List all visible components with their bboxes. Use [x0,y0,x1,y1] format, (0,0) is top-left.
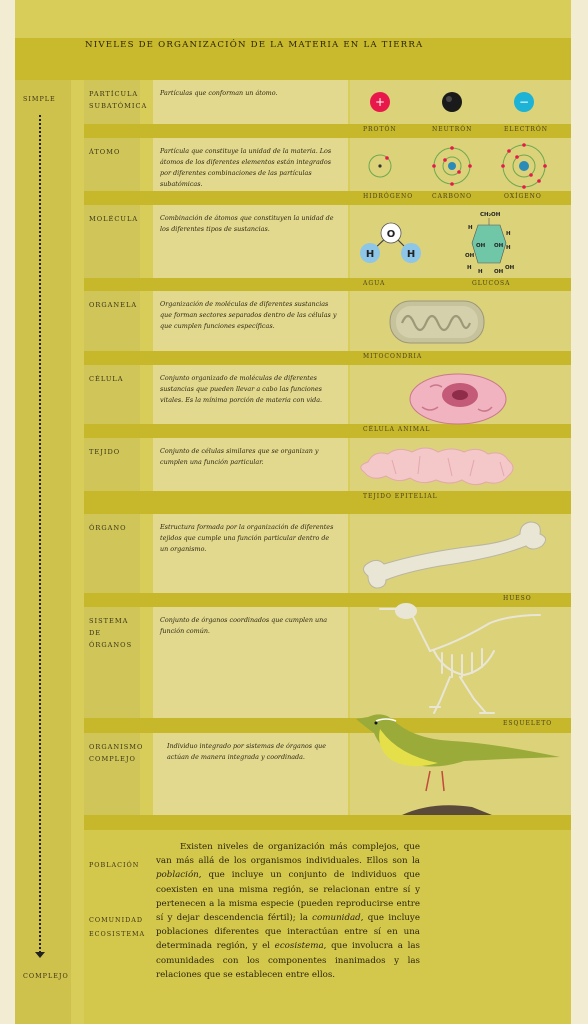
page-header [15,38,571,80]
svg-text:H: H [467,265,472,271]
svg-text:H: H [478,269,483,275]
band [84,191,571,205]
label-poblacion: POBLACIÓN [89,861,140,869]
mitochondria-icon [350,291,571,351]
animal-cell-icon [350,365,571,424]
label-proton: PROTÓN [363,126,397,133]
epithelial-tissue-icon [350,438,571,491]
svg-text:O: O [386,229,396,240]
atoms-illustration [350,138,571,191]
svg-text:CH₂OH: CH₂OH [480,212,501,218]
svg-text:OH: OH [505,265,515,271]
label-glucosa: GLUCOSA [472,280,511,287]
svg-text:H: H [468,225,473,231]
band [84,815,571,830]
scale-column [15,80,71,1024]
level-description: Combinación de átomos que constituyen la unidad de los diferentes tipos de sustancias. [160,214,334,233]
label-oxigeno: OXÍGENO [504,193,542,200]
svg-text:OH: OH [494,269,504,275]
scale-arrow-head-icon [35,952,45,958]
hydrogen-atom-icon [369,155,391,177]
band [84,593,571,607]
label-hidrogeno: HIDRÓGENO [363,193,414,200]
electron-symbol: − [518,95,530,109]
label-carbono: CARBONO [432,193,473,200]
water-molecule-icon [360,223,421,263]
glucose-molecule-icon [465,212,515,275]
label-ecosistema: ECOSISTEMA [89,930,146,938]
higher-levels-section [84,830,571,1024]
label-esqueleto: ESQUELETO [503,720,553,727]
scale-arrow-line [39,115,41,953]
level-description: Organización de moléculas de diferentes sustancias que forman sectores separados dentro de las células y que cumplen funciones específicas. [160,300,337,330]
level-description: Partículas que conforman un átomo. [160,89,278,97]
level-description: Conjunto de células similares que se organizan y cumplen una función particular. [160,447,319,466]
higher-levels-paragraph: Existen niveles de organización más complejos, que van más allá de los organismos individuales. Ellos son la población, que incluye un conjunto de individuos que coexisten en una misma región, se relacionan entre sí y pertenecen a la misma especie (pueden reproducirse entre sí y dejar descendencia fértil); la comunidad, que incluye poblaciones diferentes que interactúan entre sí en una determinada región, y el ecosistema, que involucra a las comunidades con los componentes inanimados y las relaciones que se establecen entre ellos. [156,842,420,980]
level-name: TEJIDO [89,448,121,456]
oxygen-atom-icon [501,143,547,189]
level-name: ORGANISMO COMPLEJO [89,743,144,763]
svg-text:H: H [506,245,511,251]
band [84,424,571,438]
level-name: ÁTOMO [89,148,121,156]
scale-simple-label: SIMPLE [23,95,56,103]
label-electron: ELECTRÓN [504,126,549,133]
level-description: Individuo integrado por sistemas de órganos que actúan de manera integrada y coordinada. [167,742,327,761]
molecules-illustration [350,205,571,278]
page-title: NIVELES DE ORGANIZACIÓN DE LA MATERIA EN LA TIERRA [85,40,424,50]
proton-symbol: + [374,95,386,109]
level-row-celula [84,365,571,424]
level-row-atomo [84,138,571,191]
svg-text:OH: OH [494,243,504,249]
label-comunidad: COMUNIDAD [89,916,144,924]
level-row-tejido [84,438,571,491]
level-name: MOLÉCULA [89,215,139,223]
label-hueso: HUESO [503,595,532,602]
level-row-organismo [84,733,571,815]
level-row-sistema [84,607,571,718]
skeleton-icon [350,607,571,718]
band [84,718,571,733]
svg-text:OH: OH [465,253,475,259]
label-mitocondria: MITOCONDRIA [363,353,423,360]
band [84,124,571,138]
bone-icon [350,514,571,593]
level-row-organela [84,291,571,351]
level-description: Conjunto organizado de moléculas de diferentes sustancias que pueden llevar a cabo las funciones vitales. Es la mínima porción de materia con vida. [160,374,323,404]
level-row-organo [84,514,571,593]
svg-text:OH: OH [476,243,486,249]
level-name: SISTEMA DE ÓRGANOS [89,617,133,649]
carbon-atom-icon [432,146,472,186]
band [84,351,571,365]
level-name: PARTÍCULA SUBATÓMICA [89,90,148,110]
bird-icon [350,733,571,815]
svg-text:H: H [406,249,416,260]
svg-text:H: H [506,231,511,237]
level-description: Estructura formada por la organización de diferentes tejidos que cumple una función particular dentro de un organismo. [160,523,334,553]
label-agua: AGUA [363,280,386,287]
level-row-molecula [84,205,571,278]
level-name: ORGANELA [89,301,138,309]
level-name: CÉLULA [89,375,124,383]
neutron-icon [442,92,462,112]
label-tejido-epitelial: TEJIDO EPITELIAL [363,493,438,500]
label-neutron: NEUTRÓN [432,126,473,133]
band [84,491,571,514]
svg-text:H: H [365,249,375,260]
label-celula-animal: CÉLULA ANIMAL [363,426,431,433]
subatomic-particles-illustration [350,80,571,124]
level-name: ÓRGANO [89,524,127,532]
level-description: Conjunto de órganos coordinados que cumplen una función común. [160,616,328,635]
level-description: Partícula que constituye la unidad de la materia. Los átomos de los diferentes elementos están integrados por diferentes combinaciones de las partículas subatómicas. [160,147,332,188]
level-row-particula [84,80,571,124]
scale-complejo-label: COMPLEJO [23,972,69,980]
